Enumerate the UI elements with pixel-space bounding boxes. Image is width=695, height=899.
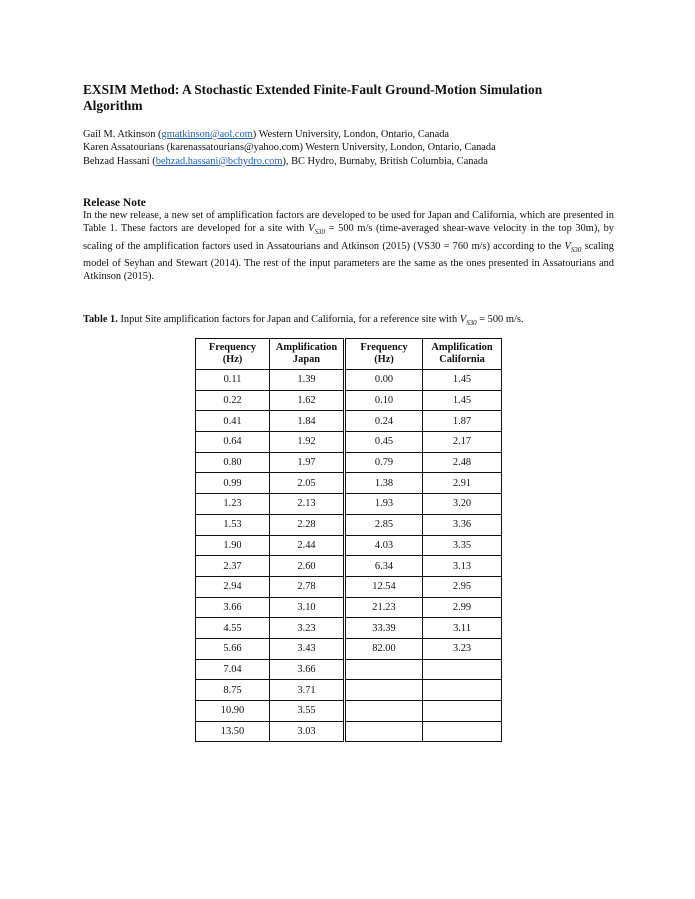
cell-frequency-california: 0.45 — [345, 432, 423, 453]
cell-frequency-california — [345, 701, 423, 722]
header-amplification-japan: Amplification Japan — [270, 339, 345, 370]
amplification-table — [195, 338, 502, 742]
table-body — [196, 370, 502, 742]
cell-amplification-japan: 1.97 — [270, 452, 345, 473]
cell-frequency-japan: 0.22 — [196, 390, 270, 411]
cell-amplification-california — [423, 701, 502, 722]
table-row — [196, 473, 502, 494]
cell-frequency-japan: 10.90 — [196, 701, 270, 722]
cell-frequency-california: 4.03 — [345, 535, 423, 556]
cell-frequency-japan: 1.23 — [196, 494, 270, 515]
cell-amplification-california: 3.13 — [423, 556, 502, 577]
cell-frequency-california: 0.00 — [345, 370, 423, 391]
author-line — [83, 141, 643, 154]
cell-frequency-california: 33.39 — [345, 618, 423, 639]
vs30-symbol — [459, 314, 477, 328]
cell-frequency-california: 82.00 — [345, 638, 423, 659]
cell-amplification-japan: 2.78 — [270, 576, 345, 597]
author-affiliation: ), BC Hydro, Burnaby, British Columbia, Canada — [282, 155, 488, 167]
paragraph-text: scaling model of Seyhan and Stewart (2014). The rest of the input parameters are the same as the ones presented in Assatourians and Atkinson (2015). — [83, 240, 615, 283]
cell-amplification-california: 3.35 — [423, 535, 502, 556]
author-name: Karen Assatourians (karenassatourians@yahoo.com) Western University, London, Ontario, Canada — [83, 142, 496, 154]
cell-frequency-japan: 0.11 — [196, 370, 270, 391]
cell-amplification-japan: 1.84 — [270, 411, 345, 432]
author-name: Behzad Hassani ( — [83, 155, 156, 167]
author-line — [83, 128, 643, 141]
table-row — [196, 638, 502, 659]
table-row — [196, 370, 502, 391]
author-line — [83, 155, 643, 168]
cell-amplification-japan: 3.66 — [270, 659, 345, 680]
cell-amplification-japan: 3.23 — [270, 618, 345, 639]
cell-frequency-japan: 13.50 — [196, 721, 270, 742]
cell-frequency-japan: 0.64 — [196, 432, 270, 453]
cell-amplification-japan: 1.62 — [270, 390, 345, 411]
caption-text: Input Site amplification factors for Japan and California, for a reference site with — [117, 314, 460, 325]
cell-amplification-japan: 2.60 — [270, 556, 345, 577]
cell-amplification-japan: 3.03 — [270, 721, 345, 742]
cell-frequency-california: 12.54 — [345, 576, 423, 597]
cell-amplification-japan: 2.13 — [270, 494, 345, 515]
table-row — [196, 680, 502, 701]
table-row — [196, 659, 502, 680]
cell-frequency-japan: 5.66 — [196, 638, 270, 659]
cell-frequency-california: 6.34 — [345, 556, 423, 577]
cell-frequency-japan: 1.53 — [196, 514, 270, 535]
cell-amplification-california: 3.11 — [423, 618, 502, 639]
cell-frequency-japan: 4.55 — [196, 618, 270, 639]
symbol-subscript: S30 — [466, 319, 477, 328]
table-row — [196, 597, 502, 618]
table-row — [196, 556, 502, 577]
cell-amplification-japan: 3.10 — [270, 597, 345, 618]
cell-frequency-california: 21.23 — [345, 597, 423, 618]
caption-label: Table 1. — [83, 314, 118, 325]
cell-frequency-california — [345, 721, 423, 742]
release-note-paragraph — [83, 209, 614, 284]
cell-amplification-california: 2.99 — [423, 597, 502, 618]
symbol-letter: V — [308, 223, 315, 235]
cell-frequency-california: 0.10 — [345, 390, 423, 411]
cell-frequency-japan: 2.37 — [196, 556, 270, 577]
author-affiliation: ) Western University, London, Ontario, Canada — [252, 129, 450, 140]
cell-amplification-california: 2.48 — [423, 452, 502, 473]
cell-amplification-japan: 2.44 — [270, 535, 345, 556]
cell-frequency-japan: 3.66 — [196, 597, 270, 618]
table-row — [196, 721, 502, 742]
cell-frequency-japan: 2.94 — [196, 576, 270, 597]
cell-amplification-japan: 3.43 — [270, 638, 345, 659]
release-note-heading: Release Note — [83, 197, 146, 209]
cell-amplification-california — [423, 680, 502, 701]
cell-amplification-california: 2.91 — [423, 473, 502, 494]
header-frequency-japan: Frequency (Hz) — [196, 339, 270, 370]
cell-frequency-california: 0.24 — [345, 411, 423, 432]
author-name: Gail M. Atkinson ( — [83, 129, 162, 140]
cell-amplification-japan: 2.28 — [270, 514, 345, 535]
table-row — [196, 432, 502, 453]
symbol-letter: V — [564, 240, 571, 252]
table-row — [196, 535, 502, 556]
cell-amplification-japan: 3.55 — [270, 701, 345, 722]
cell-frequency-japan: 1.90 — [196, 535, 270, 556]
cell-amplification-japan: 2.05 — [270, 473, 345, 494]
caption-text: = 500 m/s. — [476, 314, 524, 325]
header-frequency-california: Frequency (Hz) — [345, 339, 423, 370]
table-row — [196, 411, 502, 432]
author-email-link[interactable]: behzad.hassani@bchydro.com — [155, 155, 283, 167]
table-row — [196, 701, 502, 722]
table-row — [196, 576, 502, 597]
paragraph-text: In the new release, a new set of amplification factors are developed to be used for Japan and California, which are presented in Table 1. These factors are developed for a site with — [83, 210, 614, 235]
cell-amplification-japan: 1.39 — [270, 370, 345, 391]
document-title: EXSIM Method: A Stochastic Extended Finite-Fault Ground-Motion Simulation Algorithm — [83, 82, 543, 113]
table-row — [196, 390, 502, 411]
vs30-symbol — [308, 223, 325, 237]
cell-frequency-california: 0.79 — [345, 452, 423, 473]
cell-amplification-japan: 1.92 — [270, 432, 345, 453]
symbol-subscript: S30 — [314, 228, 325, 237]
cell-frequency-california — [345, 680, 423, 701]
vs30-symbol — [565, 241, 582, 252]
cell-frequency-japan: 7.04 — [196, 659, 270, 680]
cell-amplification-california: 1.45 — [423, 370, 502, 391]
cell-amplification-california: 3.23 — [423, 638, 502, 659]
cell-frequency-japan: 0.41 — [196, 411, 270, 432]
table-row — [196, 618, 502, 639]
cell-amplification-california: 1.45 — [423, 390, 502, 411]
cell-frequency-california: 1.38 — [345, 473, 423, 494]
cell-frequency-japan: 0.99 — [196, 473, 270, 494]
cell-frequency-california — [345, 659, 423, 680]
cell-amplification-california — [423, 721, 502, 742]
table-row — [196, 514, 502, 535]
table-header-row — [196, 339, 502, 370]
header-amplification-california: Amplification California — [423, 339, 502, 370]
cell-amplification-california: 1.87 — [423, 411, 502, 432]
cell-amplification-california: 2.17 — [423, 432, 502, 453]
cell-amplification-japan: 3.71 — [270, 680, 345, 701]
symbol-letter: V — [459, 314, 467, 325]
paragraph-text: = 500 m/s (time-averaged shear-wave velocity in the top 30m), by scaling of the amplification factors used in Assatourians and Atkinson (2015) (VS30 = 760 m/s) according to the — [83, 223, 614, 252]
cell-amplification-california: 3.36 — [423, 514, 502, 535]
cell-amplification-california: 3.20 — [423, 494, 502, 515]
table-caption — [83, 313, 643, 330]
table-row — [196, 452, 502, 473]
cell-frequency-japan: 0.80 — [196, 452, 270, 473]
cell-frequency-california: 2.85 — [345, 514, 423, 535]
author-list — [83, 128, 643, 168]
cell-amplification-california: 2.95 — [423, 576, 502, 597]
author-email-link[interactable]: gmatkinson@aol.com — [161, 129, 253, 140]
cell-frequency-california: 1.93 — [345, 494, 423, 515]
cell-amplification-california — [423, 659, 502, 680]
table-row — [196, 494, 502, 515]
cell-frequency-japan: 8.75 — [196, 680, 270, 701]
symbol-subscript: S30 — [570, 245, 582, 254]
